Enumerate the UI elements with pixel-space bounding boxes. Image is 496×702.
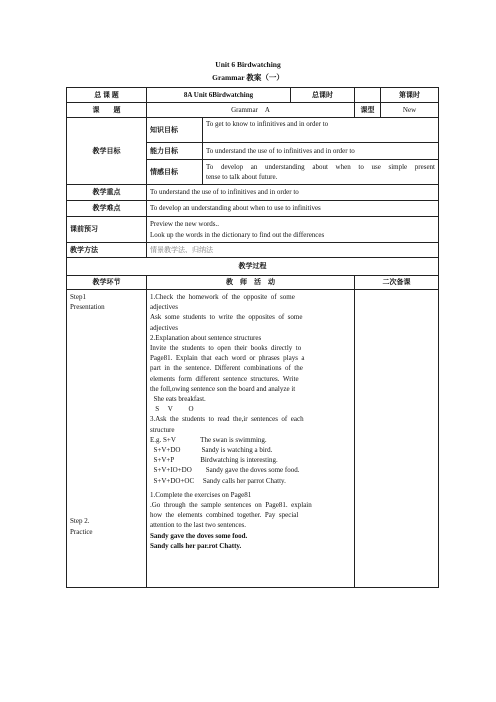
process-header-row [67,276,439,290]
preview-row [67,217,439,243]
activity-line: structure [150,425,175,434]
total-hours-value [355,88,381,103]
ability-value: To understand the use of to infinitives and in order to [203,143,439,160]
stage-header: 教学环节 [67,276,147,290]
lesson-type-label: 课型 [355,103,381,118]
activity-line: S+V+IO+DO Sandy gave the doves some food. [150,466,300,475]
activity-header: 教 师 活 动 [147,276,355,290]
process-title-row [67,258,439,276]
activity-line: S+V+DO+OC Sandy calls her parrot Chatty. [150,476,286,485]
activity-line: adjectives [150,303,178,312]
activity-line: attention to the last two sentences. [150,521,247,530]
activity-line: how the elements combined together. Pay special [150,511,299,520]
step2-name: Step 2. [70,517,90,526]
activity-line: .Go through the sample sentences on Page81. explain [150,501,312,510]
ability-label: 能力目标 [147,143,203,160]
step1-activity [150,292,351,486]
activity-column [147,290,355,588]
preview-label: 课前预习 [67,217,147,243]
process-title: 教学过程 [67,258,439,276]
lesson-type-value: New [381,103,439,118]
objectives-label: 教学目标 [67,118,147,185]
preview-line-1: Preview the new words.. [150,220,220,229]
emotion-value [203,160,439,185]
example-sentence-line: Sandy gave the doves some food. [150,531,248,540]
key-points-label: 教学重点 [67,185,147,201]
example-sentence-line: Sandy calls her par.rot Chatty. [150,541,242,550]
difficulties-row [67,201,439,217]
activity-line: adjectives [150,323,178,332]
methods-label: 教学方法 [67,243,147,258]
notes-header: 二次备课 [355,276,439,290]
activity-line: 1.Check the homework of the opposite of some [150,293,295,301]
activity-line: elements form different sentence structures. Write [150,374,299,383]
difficulties-value: To develop an understanding about when to use to infinitives [147,201,439,217]
activity-line: 1.Complete the exercises on Page81 [150,490,252,499]
key-points-value: To understand the use of to infinitives and in order to [147,185,439,201]
lesson-number-label: 第课时 [381,88,439,103]
step1-name: Step1 [70,293,86,301]
activity-line: S+V+DO Sandy is watching a bird. [150,446,273,455]
lesson-value: Grammar A [147,103,355,118]
step1-phase: Presentation [70,303,105,312]
knowledge-label: 知识目标 [147,118,203,143]
knowledge-value: To get to know to infinitives and in order to [203,118,439,143]
stage-column [67,290,147,588]
activity-line: the foll,owing sentence son the board and analyze it [150,384,296,393]
lesson-label: 课 题 [67,103,147,118]
emotion-line-2: tense to talk about future. [206,173,278,181]
activity-line: 3.Ask the students to read the,ir sentences of each [150,415,304,424]
process-content-row [67,290,439,588]
methods-row [67,243,439,258]
activity-line: Invite the students to open their books directly to [150,344,302,353]
activity-line: S V O [150,405,194,414]
preview-line-2: Look up the words in the dictionary to find out the differences [150,230,325,239]
notes-column [355,290,439,588]
key-points-row [67,185,439,201]
objective-knowledge-row [67,118,439,143]
emotion-line-1: To develop an understanding about when to use simple present [206,162,436,171]
emotion-label: 情感目标 [147,160,203,185]
lesson-plan-table [66,87,439,588]
activity-line: E.g. S+V The swan is swimming. [150,435,267,444]
activity-line: Page81. Explain that each word or phrases plays a [150,354,305,363]
step2-phase: Practice [70,527,93,536]
total-hours-label: 总课时 [291,88,355,103]
methods-value: 情景教学法、归纳法 [147,243,439,258]
lesson-row [67,103,439,118]
topic-value: 8A Unit 6Birdwatching [147,88,291,103]
document-subtitle: Grammar 教案（一） [212,73,284,82]
activity-line: Ask some students to write the opposites of some [150,313,303,322]
step2-activity [150,490,351,531]
difficulties-label: 教学难点 [67,201,147,217]
document-title: Unit 6 Birdwatching [215,60,281,69]
activity-line: S+V+P Birdwatching is interesting. [150,456,278,465]
activity-line: 2.Explanation about sentence structures [150,333,262,342]
preview-value [147,217,439,243]
activity-line: part in the sentence. Different combinations of the [150,364,303,373]
topic-label: 总 课 题 [67,88,147,103]
step2-example-sentences [150,531,351,551]
activity-line: She eats breakfast. [150,395,206,404]
header-row [67,88,439,103]
